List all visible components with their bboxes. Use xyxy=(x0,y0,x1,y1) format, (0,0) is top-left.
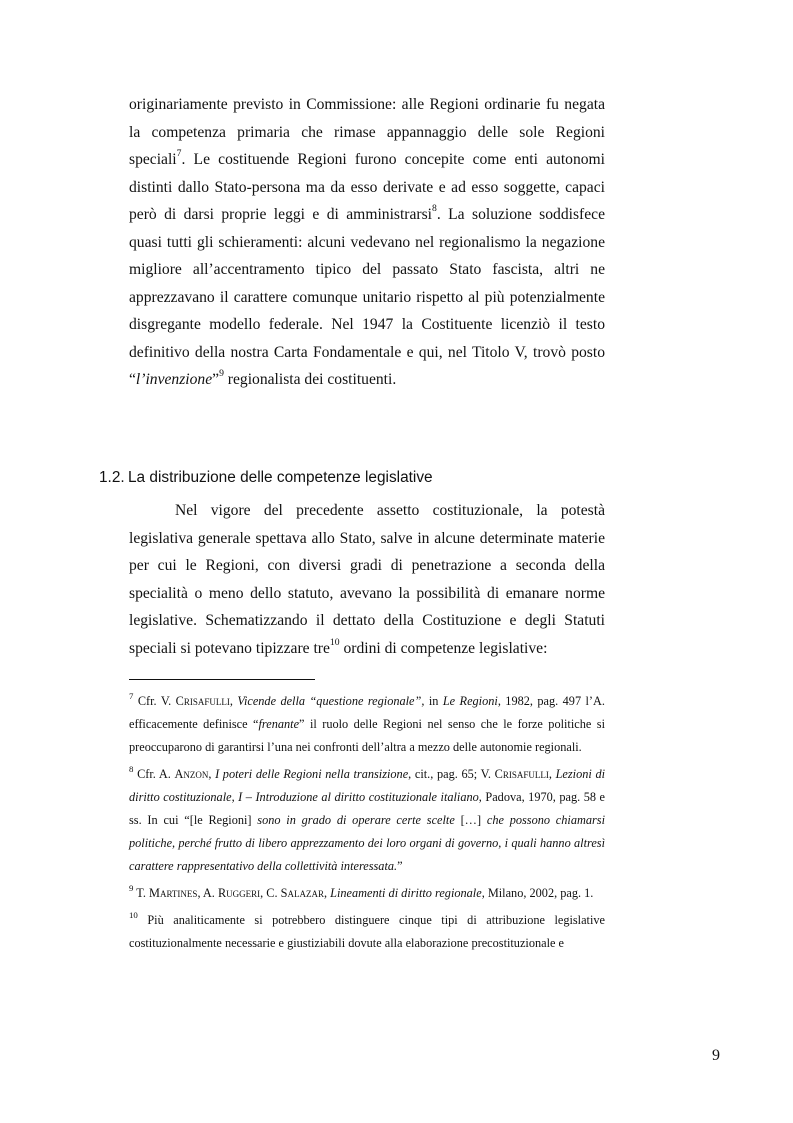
footnote-mark: 9 xyxy=(129,882,134,893)
author-name: Crisafulli xyxy=(494,767,549,781)
paragraph-text: ordini di competenze legislative: xyxy=(339,639,548,657)
footnote-text: , Padova, 1970, pag. 58 e ss. In cui “[le Regioni] xyxy=(129,790,605,827)
section-heading xyxy=(99,468,433,488)
italic-term: frenante xyxy=(258,717,300,731)
paragraph-text: ” xyxy=(212,371,220,388)
work-title: I poteri delle Regioni nella transizione xyxy=(215,767,409,781)
author-name: Crisafulli xyxy=(175,694,230,708)
work-title: Vicende della “questione regionale”, xyxy=(237,694,425,708)
footnotes xyxy=(129,690,605,959)
work-title: Lineamenti di diritto regionale xyxy=(330,886,482,900)
journal-title: Le Regioni xyxy=(442,694,498,708)
quotation: sono in grado di operare certe scelte xyxy=(257,813,455,827)
footnote-ref-7[interactable]: 7 xyxy=(176,148,182,160)
section-title: La distribuzione delle competenze legislative xyxy=(128,469,433,486)
footnote-10 xyxy=(129,909,605,955)
author-name: Anzon xyxy=(174,767,209,781)
footnote-text: , xyxy=(229,694,238,708)
footnote-text: , cit., pag. 65; V. xyxy=(408,767,495,781)
footnote-text: Cfr. V. xyxy=(133,694,176,708)
work-title: Lezioni di diritto costituzionale, I – Introduzione al diritto costituzionale italiano xyxy=(129,767,606,804)
body-paragraph-1 xyxy=(129,91,605,394)
italic-term: l’invenzione xyxy=(135,371,213,388)
footnote-text: Più analiticamente si potrebbero distinguere cinque tipi di attribuzione legislative costituzionalmente necessarie e giustiziabili dovute alla elaborazione precostituzionale e xyxy=(129,913,605,950)
footnote-text: , xyxy=(548,767,556,781)
footnote-ref-9[interactable]: 9 xyxy=(219,368,224,380)
footnote-text: , xyxy=(208,767,216,781)
footnote-text: in xyxy=(424,694,443,708)
footnote-text: T. xyxy=(133,886,150,900)
footnote-9 xyxy=(129,882,605,905)
footnote-text: […] xyxy=(454,813,487,827)
author-name: Martines xyxy=(149,886,198,900)
footnote-8 xyxy=(129,763,605,878)
body-paragraph-2 xyxy=(129,497,605,662)
footnote-text: , xyxy=(323,886,331,900)
quotation: che possono chiamarsi politiche, perché frutto di libero apprezzamento dei loro organi di governo, i quali hanno altresì carattere rappresentativo della collettività interessata. xyxy=(129,813,605,873)
footnote-7 xyxy=(129,690,605,759)
footnote-mark: 8 xyxy=(129,763,134,774)
footnote-ref-10[interactable]: 10 xyxy=(329,636,340,648)
page-number: 9 xyxy=(712,1047,720,1064)
footnote-mark: 10 xyxy=(129,909,138,920)
footnote-text: , 1982, pag. 497 l’A. efficacemente definisce “ xyxy=(129,694,605,731)
paragraph-text: regionalista dei costituenti. xyxy=(223,371,397,388)
footnote-ref-8[interactable]: 8 xyxy=(432,203,437,215)
footnote-separator xyxy=(129,679,315,680)
footnote-text: ” il ruolo delle Regioni nel senso che le forze politiche si preoccuparono di garantirsi l’una nei confronti dell’altra a mezzo delle autonomie regionali. xyxy=(129,717,605,754)
author-name: Ruggeri xyxy=(217,886,261,900)
footnote-mark: 7 xyxy=(129,690,134,701)
footnote-text: ” xyxy=(397,859,403,873)
footnote-text: , C. xyxy=(260,886,281,900)
footnote-text: Cfr. A. xyxy=(133,767,175,781)
author-name: Salazar xyxy=(280,886,324,900)
paragraph-text: Nel vigore del precedente assetto costituzionale, la potestà legislativa generale spettava allo Stato, salve in alcune determinate materie per cui le Regioni, con diversi gradi di penetrazione a seconda della specialità o meno dello statuto, avevano la possibilità di emanare norme legislative. Schematizzando il dettato della Costituzione e degli Statuti speciali si potevano tipizzare tre xyxy=(129,502,605,657)
paragraph-text: originariamente previsto in Commissione: alle Regioni ordinarie fu negata la competenza primaria che rimase appannaggio delle sole Regioni speciali xyxy=(129,96,605,168)
paragraph-text: . Le costituende Regioni furono concepite come enti autonomi distinti dallo Stato-persona ma da esso derivate e ad esso soggette, capaci però di darsi proprie leggi e di amministrarsi xyxy=(129,151,605,223)
section-number: 1.2. xyxy=(99,469,125,486)
paragraph-text: . La soluzione soddisfece quasi tutti gli schieramenti: alcuni vedevano nel regionalismo la negazione migliore all’accentramento tipico del passato Stato fascista, altri ne apprezzavano il carattere comunque unitario rispetto al più potenzialmente disgregante modello federale. Nel 1947 la Costituente licenziò il testo definitivo della nostra Carta Fondamentale e qui, nel Titolo V, trovò posto “ xyxy=(129,206,605,388)
footnote-text: , Milano, 2002, pag. 1. xyxy=(481,886,594,900)
footnote-text: , A. xyxy=(197,886,218,900)
